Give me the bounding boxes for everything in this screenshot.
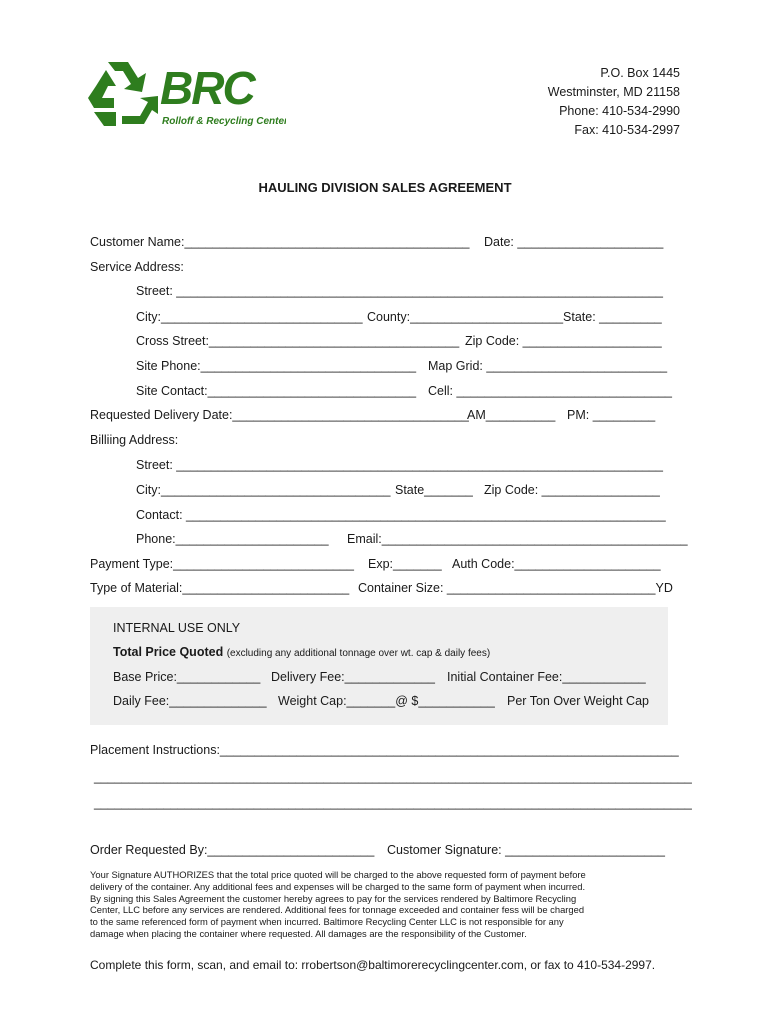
requested-delivery-date-field[interactable]: Requested Delivery Date:__________________________________	[90, 408, 469, 422]
disclaimer-line: By signing this Sales Agreement the customer hereby agrees to pay for the services rendered by Baltimore Recycling	[90, 892, 577, 904]
internal-use-heading: INTERNAL USE ONLY	[113, 621, 241, 635]
logo-tagline: Rolloff & Recycling Center	[162, 116, 286, 127]
page-title: HAULING DIVISION SALES AGREEMENT	[258, 180, 512, 195]
recycle-icon	[86, 56, 286, 132]
service-street-field[interactable]: Street: ______________________________________________________________________	[136, 284, 663, 298]
delivery-fee-field[interactable]: Delivery Fee:_____________	[271, 670, 436, 684]
internal-use-panel	[90, 607, 668, 725]
payment-type-field[interactable]: Payment Type:__________________________	[90, 557, 354, 571]
disclaimer-line: Center, LLC before any services are rendered. Additional fees for tonnage exceeded and container fess will be charged	[90, 904, 585, 916]
placement-instructions-line[interactable]: ______________________________________________________________________________________	[94, 796, 692, 810]
brc-logo	[86, 56, 286, 132]
pm-field[interactable]: PM: _________	[567, 408, 656, 422]
contact-field[interactable]: Contact: _____________________________________________________________________	[136, 508, 666, 522]
base-price-field[interactable]: Base Price:____________	[113, 670, 261, 684]
service-address-label: Service Address:	[90, 260, 184, 274]
billing-street-field[interactable]: Street: ______________________________________________________________________	[136, 458, 663, 472]
total-price-note: (excluding any additional tonnage over wt. cap & daily fees)	[226, 648, 491, 659]
auth-code-field[interactable]: Auth Code:_____________________	[452, 557, 661, 571]
address-phone: Phone: 410-534-2990	[559, 104, 680, 118]
container-size-field[interactable]: Container Size: ______________________________YD	[358, 581, 673, 595]
type-of-material-field[interactable]: Type of Material:________________________	[90, 581, 350, 595]
cross-street-field[interactable]: Cross Street:____________________________________	[136, 334, 460, 348]
am-field[interactable]: AM__________	[467, 408, 556, 422]
address-fax: Fax: 410-534-2997	[574, 123, 680, 137]
submission-instructions: Complete this form, scan, and email to: rrobertson@baltimorerecyclingcenter.com, or fax to 410-534-2997.	[90, 958, 656, 972]
placement-instructions-field[interactable]: Placement Instructions:__________________________________________________________________	[90, 743, 679, 757]
service-zip-field[interactable]: Zip Code: ____________________	[465, 334, 662, 348]
placement-instructions-line[interactable]: ______________________________________________________________________________________	[94, 770, 692, 784]
phone-field[interactable]: Phone:______________________	[136, 532, 329, 546]
order-requested-by-field[interactable]: Order Requested By:________________________	[90, 843, 375, 857]
weight-cap-field[interactable]: Weight Cap:_______@ $___________	[278, 694, 495, 708]
cell-field[interactable]: Cell: _______________________________	[428, 384, 672, 398]
authorization-disclaimer	[90, 869, 630, 940]
company-address	[548, 64, 680, 140]
total-price-label: Total Price Quoted	[113, 645, 224, 659]
exp-field[interactable]: Exp:_______	[368, 557, 442, 571]
site-contact-field[interactable]: Site Contact:______________________________	[136, 384, 417, 398]
address-line1: P.O. Box 1445	[600, 66, 680, 80]
billing-city-field[interactable]: City:_________________________________	[136, 483, 391, 497]
billing-state-field[interactable]: State_______	[395, 483, 473, 497]
service-city-field[interactable]: City:_____________________________	[136, 310, 363, 324]
daily-fee-field[interactable]: Daily Fee:______________	[113, 694, 267, 708]
per-ton-label: Per Ton Over Weight Cap	[507, 694, 649, 708]
service-county-state-field[interactable]: County:______________________State: _________	[367, 310, 662, 324]
date-field[interactable]: Date: _____________________	[484, 235, 664, 249]
email-field[interactable]: Email:____________________________________________	[347, 532, 688, 546]
logo-brand: BRC	[160, 62, 254, 114]
initial-container-fee-field[interactable]: Initial Container Fee:____________	[447, 670, 646, 684]
disclaimer-line: delivery of the container. Any additional fees and expenses will be charged to the same form of payment when incurred.	[90, 880, 586, 892]
billing-address-label: Billiing Address:	[90, 433, 179, 447]
address-line2: Westminster, MD 21158	[547, 85, 680, 99]
customer-name-field[interactable]: Customer Name:_________________________________________	[90, 235, 470, 249]
customer-signature-field[interactable]: Customer Signature: _______________________	[387, 843, 666, 857]
site-phone-field[interactable]: Site Phone:_______________________________	[136, 359, 417, 373]
disclaimer-line: to the same referenced form of payment when incurred. Baltimore Recycling Center LLC is not responsible for any	[90, 916, 564, 928]
total-price-quoted	[113, 645, 490, 661]
disclaimer-line: Your Signature AUTHORIZES that the total price quoted will be charged to the above requested form of payment before	[90, 869, 586, 880]
map-grid-field[interactable]: Map Grid: __________________________	[428, 359, 668, 373]
disclaimer-line: damage when placing the container where requested. All damages are the responsibility of the Customer.	[90, 927, 527, 939]
billing-zip-field[interactable]: Zip Code: _________________	[484, 483, 660, 497]
